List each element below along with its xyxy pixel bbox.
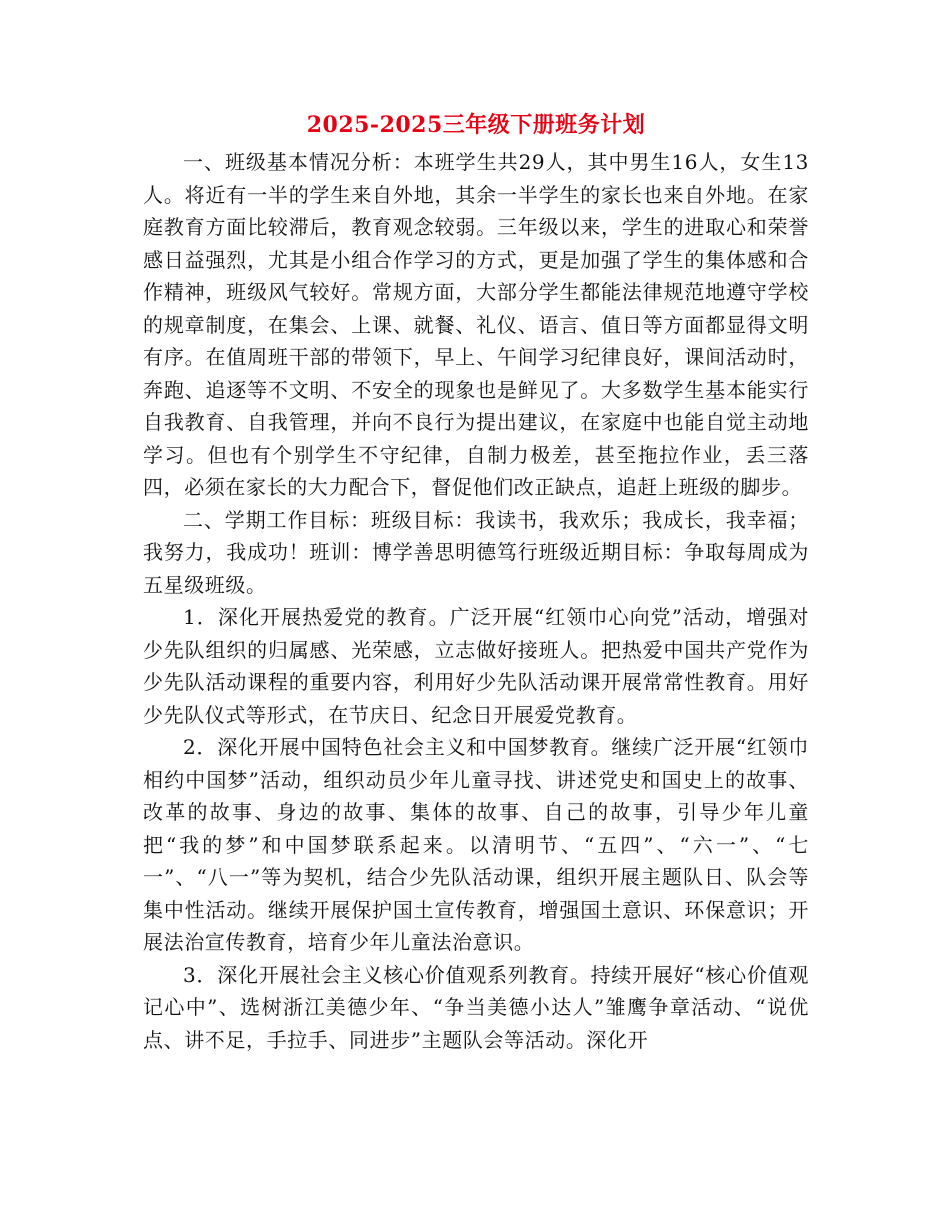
- document-page: [143, 108, 809, 1056]
- paragraph-class-analysis: 一、班级基本情况分析：本班学生共29人，其中男生16人，女生13人。将近有一半的学生来自外地，其余一半学生的家长也来自外地。在家庭教育方面比较滞后，教育观念较弱。三年级以来，学生的进取心和荣誉感日益强烈，尤其是小组合作学习的方式，更是加强了学生的集体感和合作精神，班级风气较好。常规方面，大部分学生都能法律规范地遵守学校的规章制度，在集会、上课、就餐、礼仪、语言、值日等方面都显得文明有序。在值周班干部的带领下，早上、午间学习纪律良好，课间活动时，奔跑、追逐等不文明、不安全的现象也是鲜见了。大多数学生基本能实行自我教育、自我管理，并向不良行为提出建议，在家庭中也能自觉主动地学习。但也有个别学生不守纪律，自制力极差，甚至拖拉作业，丢三落四，必须在家长的大力配合下，督促他们改正缺点，追赶上班级的脚步。: [143, 150, 809, 499]
- paragraph-semester-goals: 二、学期工作目标：班级目标：我读书，我欢乐；我成长，我幸福；我努力，我成功！班训：博学善思明德笃行班级近期目标：争取每周成为五星级班级。: [143, 507, 809, 597]
- paragraph-item-2: 2．深化开展中国特色社会主义和中国梦教育。继续广泛开展“红领巾相约中国梦”活动，组织动员少年儿童寻找、讲述党史和国史上的故事、改革的故事、身边的故事、集体的故事、自己的故事，引导少年儿童把“我的梦”和中国梦联系起来。以清明节、“五四”、“六一”、“七一”、“八一”等为契机，结合少先队活动课，组织开展主题队日、队会等集中性活动。继续开展保护国土宣传教育，增强国土意识、环保意识；开展法治宣传教育，培育少年儿童法治意识。: [143, 735, 809, 954]
- document-title: 2025-2025三年级下册班务计划: [306, 112, 646, 138]
- paragraph-item-1: 1．深化开展热爱党的教育。广泛开展“红领巾心向党”活动，增强对少先队组织的归属感、光荣感，立志做好接班人。把热爱中国共产党作为少先队活动课程的重要内容，利用好少先队活动课开展常常性教育。用好少先队仪式等形式，在节庆日、纪念日开展爱党教育。: [143, 605, 809, 727]
- paragraph-item-3: 3．深化开展社会主义核心价值观系列教育。持续开展好“核心价值观记心中”、选树浙江美德少年、“争当美德小达人”雏鹰争章活动、“说优点、讲不足，手拉手、同进步”主题队会等活动。深化开: [143, 962, 809, 1052]
